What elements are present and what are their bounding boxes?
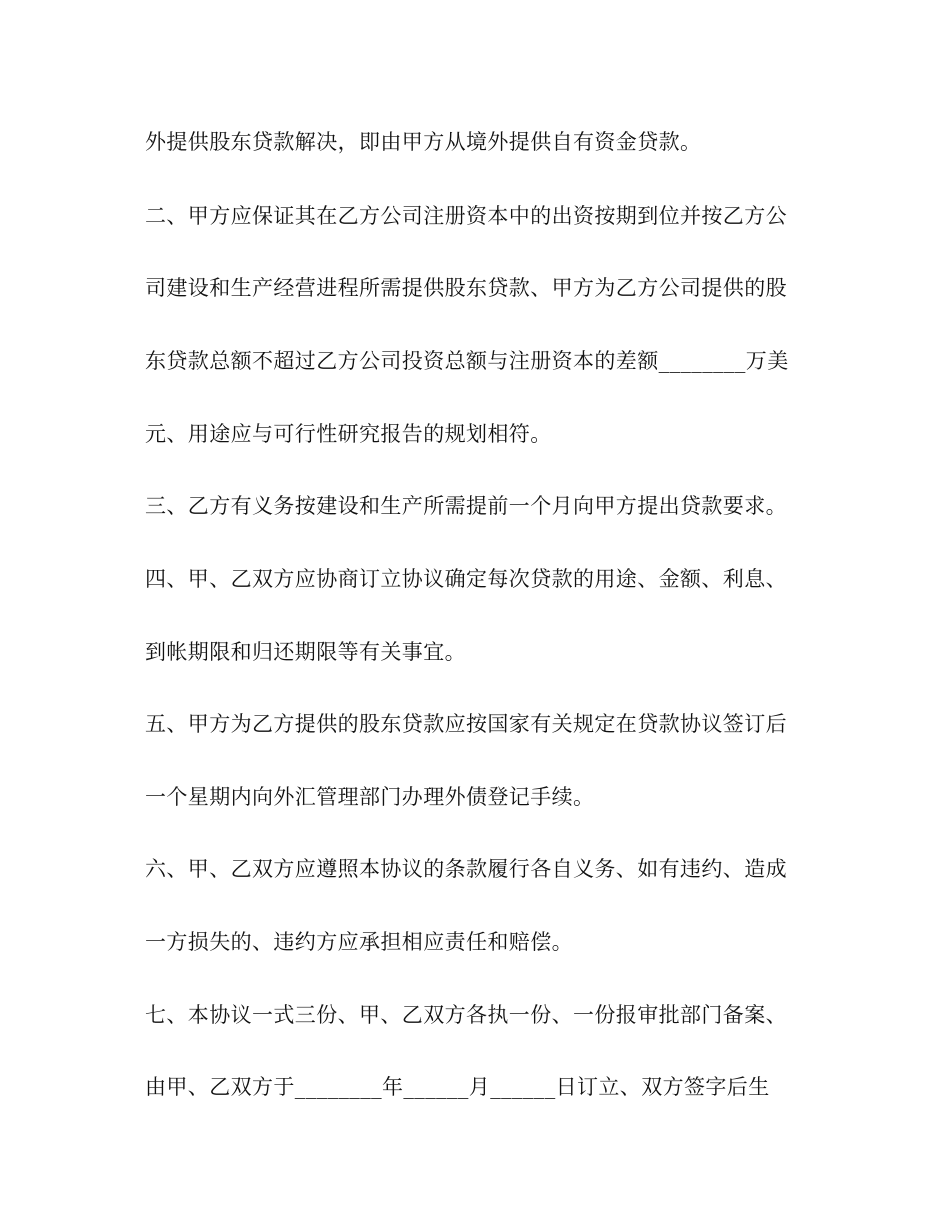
paragraph-line: 一方损失的、违约方应承担相应责任和赔偿。	[145, 930, 573, 954]
paragraph-line: 东贷款总额不超过乙方公司投资总额与注册资本的差额________万美	[145, 349, 789, 373]
paragraph-line: 五、甲方为乙方提供的股东贷款应按国家有关规定在贷款协议签订后	[145, 712, 787, 736]
paragraph-line: 外提供股东贷款解决，即由甲方从境外提供自有资金贷款。	[145, 130, 702, 154]
paragraph-line: 元、用途应与可行性研究报告的规划相符。	[145, 422, 552, 446]
paragraph-line: 一个星期内向外汇管理部门办理外债登记手续。	[145, 785, 595, 809]
paragraph-line: 七、本协议一式三份、甲、乙双方各执一份、一份报审批部门备案、	[145, 1003, 787, 1027]
paragraph-line: 六、甲、乙双方应遵照本协议的条款履行各自义务、如有违约、造成	[145, 857, 787, 881]
paragraph-line: 由甲、乙双方于________年______月______日订立、双方签字后生	[145, 1075, 770, 1099]
paragraph-line: 四、甲、乙双方应协商订立协议确定每次贷款的用途、金额、利息、	[145, 567, 787, 591]
paragraph-line: 三、乙方有义务按建设和生产所需提前一个月向甲方提出贷款要求。	[145, 494, 787, 518]
paragraph-line: 到帐期限和归还期限等有关事宜。	[145, 640, 466, 664]
paragraph-line: 二、甲方应保证其在乙方公司注册资本中的出资按期到位并按乙方公	[145, 204, 787, 228]
paragraph-line: 司建设和生产经营进程所需提供股东贷款、甲方为乙方公司提供的股	[145, 276, 787, 300]
